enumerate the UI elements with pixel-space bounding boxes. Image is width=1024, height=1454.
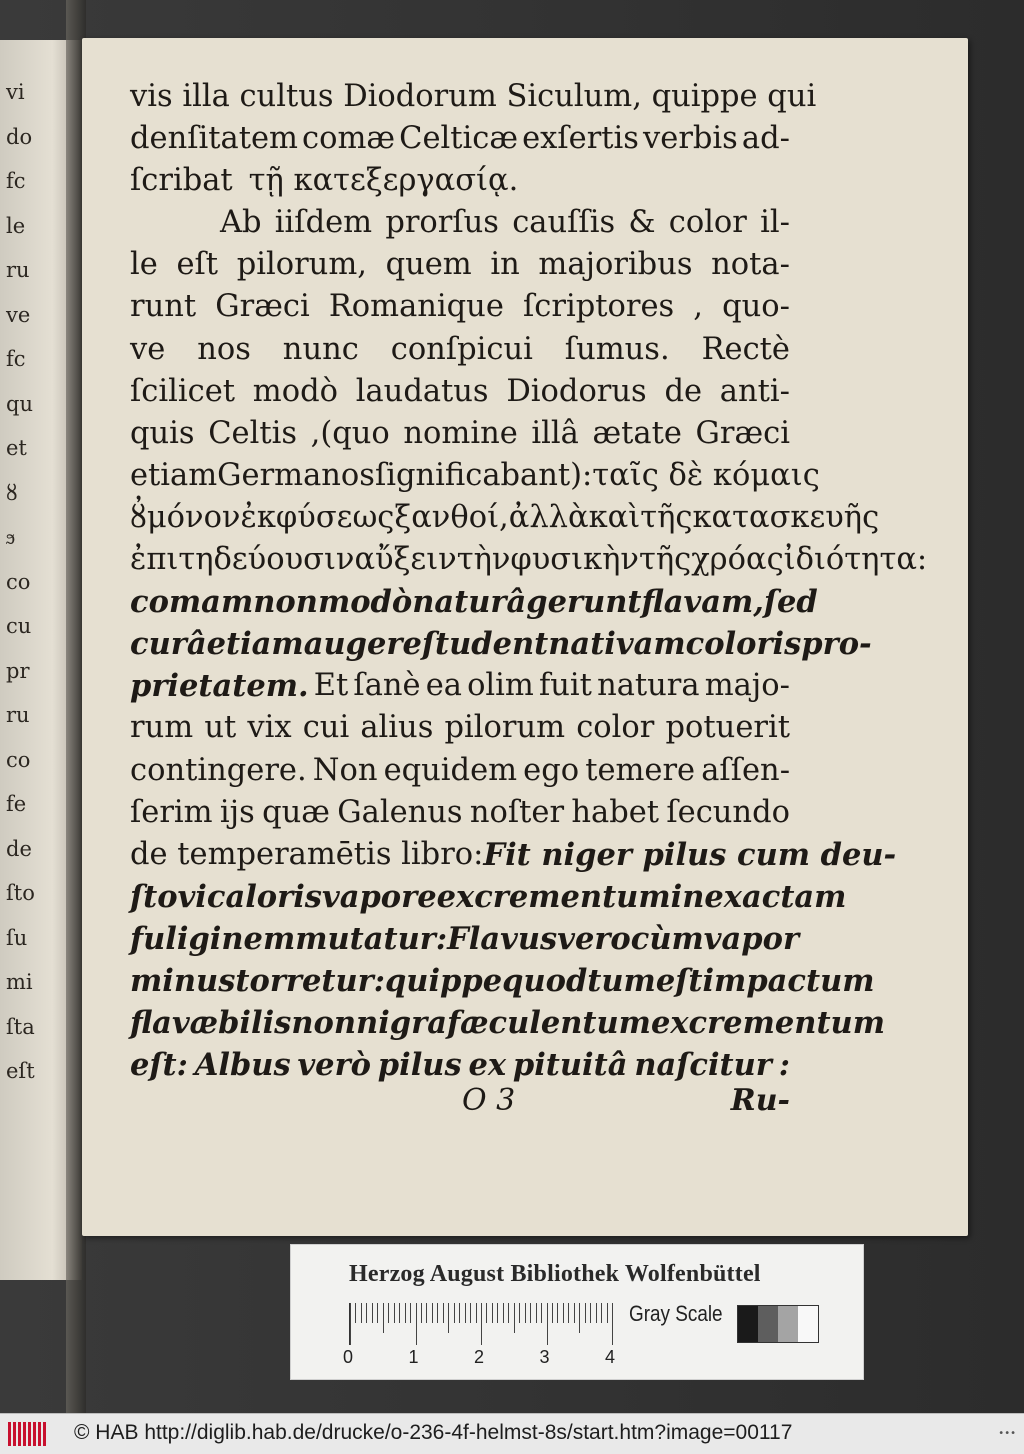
text-line bbox=[130, 371, 790, 413]
text-word: pilus bbox=[377, 1047, 462, 1084]
text-word: Celtis bbox=[208, 415, 298, 451]
previous-page-fragment: qu bbox=[6, 391, 33, 416]
previous-page-fragment: le bbox=[6, 213, 26, 238]
previous-page-fragment: fe bbox=[6, 792, 27, 816]
text-word: τὴν bbox=[456, 542, 511, 578]
gray-swatch bbox=[778, 1306, 798, 1342]
previous-page-fragment: vi bbox=[6, 80, 25, 104]
ruler-number: 4 bbox=[605, 1347, 616, 1367]
previous-page-fragment: mi bbox=[6, 970, 33, 994]
gray-swatch bbox=[798, 1306, 818, 1342]
ruler-tick bbox=[355, 1303, 356, 1323]
gray-swatch bbox=[738, 1306, 758, 1342]
logo-bar bbox=[18, 1422, 21, 1446]
text-word: denſitatem bbox=[130, 121, 298, 157]
text-word: vero bbox=[557, 920, 631, 957]
page-text-block bbox=[130, 76, 928, 1086]
text-word: κατασκευῆς bbox=[692, 499, 880, 535]
logo-bar bbox=[43, 1422, 46, 1446]
previous-page-fragment: pr bbox=[6, 658, 30, 683]
ruler-tick bbox=[536, 1303, 537, 1323]
text-word: quæ bbox=[262, 794, 330, 830]
text-word: impactum bbox=[702, 962, 875, 999]
text-word: olim bbox=[467, 668, 534, 704]
text-word: , bbox=[693, 289, 703, 325]
ruler-tick bbox=[519, 1303, 520, 1323]
text-word: cauſſis bbox=[512, 205, 616, 241]
text-word: Flavus bbox=[447, 920, 558, 957]
ruler-tick bbox=[366, 1303, 367, 1323]
text-word: ἀλλὰ bbox=[508, 499, 589, 535]
text-word: Græci bbox=[695, 415, 790, 451]
text-line bbox=[130, 1044, 790, 1086]
text-word: : bbox=[435, 920, 448, 957]
text-word: vapor bbox=[703, 920, 800, 957]
ruler-tick bbox=[399, 1303, 400, 1323]
ruler-tick bbox=[579, 1303, 580, 1333]
text-word: laudatus bbox=[355, 373, 489, 409]
text-word: pro- bbox=[801, 626, 872, 663]
previous-page-fragment: do bbox=[6, 124, 33, 149]
ruler-tick bbox=[432, 1303, 433, 1323]
text-word: ſumus. bbox=[564, 331, 670, 367]
ruler-tick bbox=[552, 1303, 553, 1323]
text-word: naturâ bbox=[412, 584, 527, 621]
ruler-tick bbox=[454, 1303, 455, 1323]
text-word: modò bbox=[252, 373, 338, 409]
text-word: eſt bbox=[176, 247, 219, 283]
previous-page-fragment: fc bbox=[6, 347, 26, 371]
book-gutter bbox=[66, 40, 82, 1280]
text-word: verbis bbox=[643, 121, 738, 157]
logo-bar bbox=[23, 1422, 26, 1446]
text-word: prietatem. bbox=[130, 668, 309, 705]
text-word: ἰδιότητα: bbox=[783, 542, 928, 578]
text-word: non bbox=[253, 584, 318, 621]
text-word: ſcribat bbox=[130, 163, 233, 199]
ruler-tick bbox=[388, 1303, 389, 1323]
text-word: quippe bbox=[384, 962, 503, 999]
previous-page-fragment: fc bbox=[6, 169, 26, 193]
hab-logo-icon[interactable] bbox=[8, 1422, 48, 1446]
text-word: vis illa cultus Diodorum Siculum, quippe qui bbox=[130, 79, 817, 114]
previous-page-fragment: ϧ bbox=[6, 525, 16, 549]
previous-page-fragment: ȣ bbox=[6, 480, 18, 505]
text-word: ſignificabant): bbox=[374, 457, 593, 493]
text-word: nota- bbox=[711, 247, 790, 283]
logo-bar bbox=[38, 1422, 41, 1446]
text-word: τῇ κατεξεργασίᾳ. bbox=[248, 163, 519, 199]
text-word: nunc bbox=[282, 331, 359, 367]
text-word: de temperamētis libro: bbox=[130, 836, 484, 872]
text-word: ætate bbox=[592, 415, 682, 451]
ruler-tick bbox=[596, 1303, 597, 1323]
text-line bbox=[130, 665, 790, 707]
text-word: φύσεως bbox=[275, 499, 395, 535]
text-word: comam bbox=[130, 584, 254, 621]
previous-page-fragment: co bbox=[6, 747, 31, 772]
text-word: noſter bbox=[469, 794, 565, 830]
text-word: color bbox=[668, 205, 747, 241]
ruler-tick bbox=[525, 1303, 526, 1323]
text-word: exſertis bbox=[522, 121, 639, 157]
text-word: prorſus bbox=[385, 205, 499, 241]
previous-page-fragment: co bbox=[6, 569, 31, 594]
text-word: Fit niger pilus cum deu- bbox=[483, 836, 897, 873]
previous-page-fragment: ſu bbox=[6, 925, 28, 950]
text-word: minus bbox=[130, 962, 236, 999]
gray-scale-label: Gray Scale bbox=[629, 1301, 723, 1326]
text-word: καὶ bbox=[588, 499, 641, 535]
text-word: il- bbox=[760, 205, 790, 241]
text-word: iiſdem bbox=[274, 205, 373, 241]
text-word: pilorum bbox=[444, 710, 566, 746]
text-word: pilorum, bbox=[236, 247, 367, 283]
text-line bbox=[130, 76, 817, 118]
previous-page-fragment: et bbox=[6, 436, 27, 460]
ruler-tick bbox=[394, 1303, 395, 1323]
logo-bar bbox=[28, 1422, 31, 1446]
text-word: runt bbox=[130, 289, 197, 325]
text-word: ſanè bbox=[353, 668, 421, 704]
text-word: majo- bbox=[704, 668, 790, 704]
text-word: ea bbox=[425, 668, 462, 704]
ruler-tick bbox=[563, 1303, 564, 1323]
ruler-tick bbox=[405, 1303, 406, 1323]
text-word: fuit bbox=[538, 668, 592, 704]
text-word: gerunt bbox=[526, 584, 642, 621]
ruler-tick bbox=[377, 1303, 378, 1323]
text-word: nigra bbox=[356, 1005, 447, 1042]
text-word: mutatur bbox=[295, 920, 436, 957]
text-word: contingere. bbox=[130, 752, 307, 788]
text-word: Græci bbox=[215, 289, 310, 325]
text-word: Non bbox=[312, 752, 378, 788]
text-word: quem bbox=[385, 247, 472, 283]
text-line bbox=[130, 244, 790, 286]
text-word: Galenus bbox=[337, 794, 463, 830]
text-word: quo- bbox=[722, 289, 790, 325]
text-word: eſt: bbox=[130, 1047, 188, 1084]
ruler-tick bbox=[421, 1303, 422, 1323]
text-line bbox=[130, 918, 800, 960]
logo-bar bbox=[8, 1422, 11, 1446]
previous-page-fragment: ve bbox=[6, 302, 31, 327]
text-word: eſt bbox=[655, 962, 703, 999]
catchword: Ru- bbox=[730, 1083, 790, 1118]
text-line bbox=[130, 1002, 885, 1044]
ruler-tick bbox=[350, 1303, 351, 1345]
text-line bbox=[130, 792, 790, 834]
text-word: ve bbox=[130, 331, 166, 367]
text-line bbox=[130, 329, 790, 371]
text-line bbox=[130, 876, 847, 918]
ruler-tick bbox=[437, 1303, 438, 1323]
ruler-tick bbox=[503, 1303, 504, 1323]
text-word: Diodorus bbox=[506, 373, 647, 409]
text-word: cùm bbox=[630, 920, 704, 957]
ruler-tick bbox=[372, 1303, 373, 1323]
text-word: Ab bbox=[220, 205, 262, 241]
text-word: cui bbox=[302, 710, 350, 746]
text-word: etiamGermanos bbox=[130, 457, 375, 493]
text-word: le bbox=[130, 247, 158, 283]
text-word: in bbox=[490, 247, 520, 283]
previous-page-fragment: ru bbox=[6, 703, 30, 727]
ruler-tick bbox=[443, 1303, 444, 1323]
ruler-tick bbox=[547, 1303, 548, 1345]
text-word: excrementum bbox=[650, 1005, 885, 1042]
ruler-tick bbox=[590, 1303, 591, 1323]
text-line bbox=[130, 960, 875, 1002]
ruler-tick bbox=[607, 1303, 608, 1323]
text-word: natura bbox=[597, 668, 700, 704]
text-line bbox=[130, 118, 790, 160]
text-word: aſſen- bbox=[701, 752, 790, 788]
ruler-tick bbox=[481, 1303, 482, 1345]
text-word: in bbox=[670, 878, 705, 915]
ruler-tick bbox=[465, 1303, 466, 1323]
ruler-tick bbox=[514, 1303, 515, 1333]
text-line bbox=[130, 202, 790, 244]
text-word: Celticæ bbox=[399, 121, 519, 157]
previous-page-fragment: ru bbox=[6, 258, 30, 282]
ruler-tick bbox=[426, 1303, 427, 1323]
text-word: ſcilicet bbox=[130, 373, 236, 409]
text-word: χρόας bbox=[691, 542, 784, 578]
previous-page-fragment: eſt bbox=[6, 1059, 35, 1083]
ruler-tick bbox=[568, 1303, 569, 1323]
text-word: equidem bbox=[383, 752, 518, 788]
text-word: flavæ bbox=[130, 1005, 219, 1042]
text-line bbox=[130, 750, 790, 792]
text-word: anti- bbox=[719, 373, 790, 409]
text-word: de bbox=[664, 373, 703, 409]
previous-page-fragment: ſta bbox=[6, 1014, 35, 1039]
ruler-tick bbox=[508, 1303, 509, 1323]
text-word: alius bbox=[360, 710, 434, 746]
library-name: Herzog August Bibliothek Wolfenbüttel bbox=[349, 1261, 761, 1287]
text-word: augere bbox=[303, 626, 422, 663]
previous-page-edge bbox=[0, 40, 75, 1280]
text-word: majoribus bbox=[538, 247, 693, 283]
copyright-url[interactable]: © HAB http://diglib.hab.de/drucke/o-236-4f-helmst-8s/start.htm?image=00117 bbox=[74, 1421, 793, 1444]
text-word: fæculentum bbox=[446, 1005, 651, 1042]
text-word: tum bbox=[587, 962, 656, 999]
text-line bbox=[130, 160, 790, 202]
text-line bbox=[130, 455, 820, 497]
text-word: ex bbox=[468, 1047, 507, 1084]
text-word: modò bbox=[317, 584, 413, 621]
text-word: nos bbox=[197, 331, 251, 367]
text-line bbox=[130, 286, 790, 328]
text-word: temere bbox=[585, 752, 696, 788]
text-word: exactam bbox=[704, 878, 847, 915]
ruler-tick bbox=[416, 1303, 417, 1345]
previous-page-fragment: de bbox=[6, 836, 32, 861]
text-word: ut bbox=[204, 710, 237, 746]
ruler-scale bbox=[349, 1303, 612, 1345]
text-word: etiam bbox=[206, 626, 304, 663]
text-word: caloris bbox=[206, 878, 322, 915]
text-word: conſpicui bbox=[390, 331, 533, 367]
text-word: illâ bbox=[531, 415, 579, 451]
text-word: vi bbox=[177, 878, 207, 915]
previous-page-fragment: cu bbox=[6, 614, 32, 638]
text-word: ego bbox=[523, 752, 580, 788]
text-word: ξανθοί, bbox=[394, 499, 509, 535]
text-word: ἐπιτηδεύουσιν bbox=[130, 542, 355, 578]
text-word: ταῖς δὲ κόμαις bbox=[592, 457, 820, 493]
ruler-tick bbox=[476, 1303, 477, 1323]
ruler-tick bbox=[574, 1303, 575, 1323]
text-word: habet bbox=[571, 794, 660, 830]
gray-scale-swatches bbox=[737, 1305, 819, 1343]
ruler-tick bbox=[601, 1303, 602, 1323]
more-options-icon[interactable]: ••• bbox=[998, 1428, 1016, 1439]
text-word: flavam, bbox=[641, 584, 764, 621]
text-word: verò bbox=[297, 1047, 371, 1084]
ruler-tick bbox=[530, 1303, 531, 1323]
logo-bar bbox=[13, 1422, 16, 1446]
text-word: non bbox=[291, 1005, 357, 1042]
text-word: ſcriptores bbox=[523, 289, 675, 325]
text-word: ȣ̓ bbox=[130, 499, 147, 535]
text-line bbox=[130, 834, 897, 876]
text-word: : bbox=[778, 1047, 790, 1084]
ruler-tick bbox=[486, 1303, 487, 1323]
text-word: naſcitur bbox=[634, 1047, 772, 1084]
text-word: Rectè bbox=[701, 331, 790, 367]
ruler-number: 0 bbox=[343, 1347, 354, 1367]
signature-mark: O 3 bbox=[462, 1083, 516, 1118]
ruler-tick bbox=[383, 1303, 384, 1333]
status-bar bbox=[0, 1413, 1024, 1454]
text-word: comæ bbox=[302, 121, 396, 157]
text-word: τῆς bbox=[638, 542, 692, 578]
text-word: rum bbox=[130, 710, 194, 746]
text-line bbox=[130, 581, 818, 623]
text-word: & bbox=[628, 205, 656, 241]
text-word: torretur: bbox=[235, 962, 385, 999]
text-word: Et bbox=[313, 668, 349, 704]
text-word: nativam bbox=[548, 626, 686, 663]
text-word: τῆς bbox=[640, 499, 693, 535]
ruler-tick bbox=[459, 1303, 460, 1323]
text-word: quis bbox=[130, 415, 195, 451]
text-word: ijs bbox=[219, 794, 255, 830]
text-word: vix bbox=[247, 710, 292, 746]
scanned-page bbox=[82, 38, 968, 1236]
text-word: ſto bbox=[130, 878, 178, 915]
text-word: φυσικὴν bbox=[510, 542, 639, 578]
text-word: Romanique bbox=[328, 289, 504, 325]
text-word: αὔξειν bbox=[354, 542, 457, 578]
text-word: fuliginem bbox=[130, 920, 296, 957]
text-line bbox=[130, 707, 790, 749]
text-word: Albus bbox=[194, 1047, 291, 1084]
text-word: ,(quo bbox=[310, 415, 390, 451]
text-line bbox=[130, 623, 872, 665]
ruler-tick bbox=[448, 1303, 449, 1333]
ruler-tick bbox=[492, 1303, 493, 1323]
ruler-tick bbox=[557, 1303, 558, 1323]
ruler-tick bbox=[470, 1303, 471, 1323]
ruler-tick bbox=[361, 1303, 362, 1323]
color-scale-card bbox=[290, 1244, 864, 1380]
ruler-tick bbox=[541, 1303, 542, 1323]
text-word: potuerit bbox=[665, 710, 790, 746]
text-word: μόνον bbox=[146, 499, 241, 535]
text-word: color bbox=[576, 710, 655, 746]
text-word: bilis bbox=[218, 1005, 292, 1042]
ruler-number: 3 bbox=[539, 1347, 550, 1367]
gray-swatch bbox=[758, 1306, 778, 1342]
logo-bar bbox=[33, 1422, 36, 1446]
text-line bbox=[130, 497, 880, 539]
ruler-number: 1 bbox=[408, 1347, 419, 1367]
text-line bbox=[130, 539, 928, 581]
text-word: ſecundo bbox=[666, 794, 790, 830]
text-line bbox=[130, 413, 790, 455]
text-word: coloris bbox=[685, 626, 802, 663]
ruler-number: 2 bbox=[474, 1347, 485, 1367]
text-word: ἐκ bbox=[240, 499, 276, 535]
ruler-tick bbox=[497, 1303, 498, 1323]
text-word: vapore bbox=[321, 878, 437, 915]
text-word: excrementum bbox=[436, 878, 671, 915]
ruler-tick bbox=[585, 1303, 586, 1323]
text-word: ad- bbox=[741, 121, 790, 157]
ruler-tick bbox=[410, 1303, 411, 1323]
ruler-tick bbox=[612, 1303, 613, 1345]
text-word: ſtudent bbox=[421, 626, 549, 663]
text-word: pituitâ bbox=[512, 1047, 628, 1084]
previous-page-fragment: ſto bbox=[6, 881, 35, 905]
text-word: nomine bbox=[403, 415, 518, 451]
text-word: curâ bbox=[130, 626, 207, 663]
text-word: ſerim bbox=[130, 794, 213, 830]
text-word: ſed bbox=[763, 584, 818, 621]
text-word: quod bbox=[502, 962, 588, 999]
